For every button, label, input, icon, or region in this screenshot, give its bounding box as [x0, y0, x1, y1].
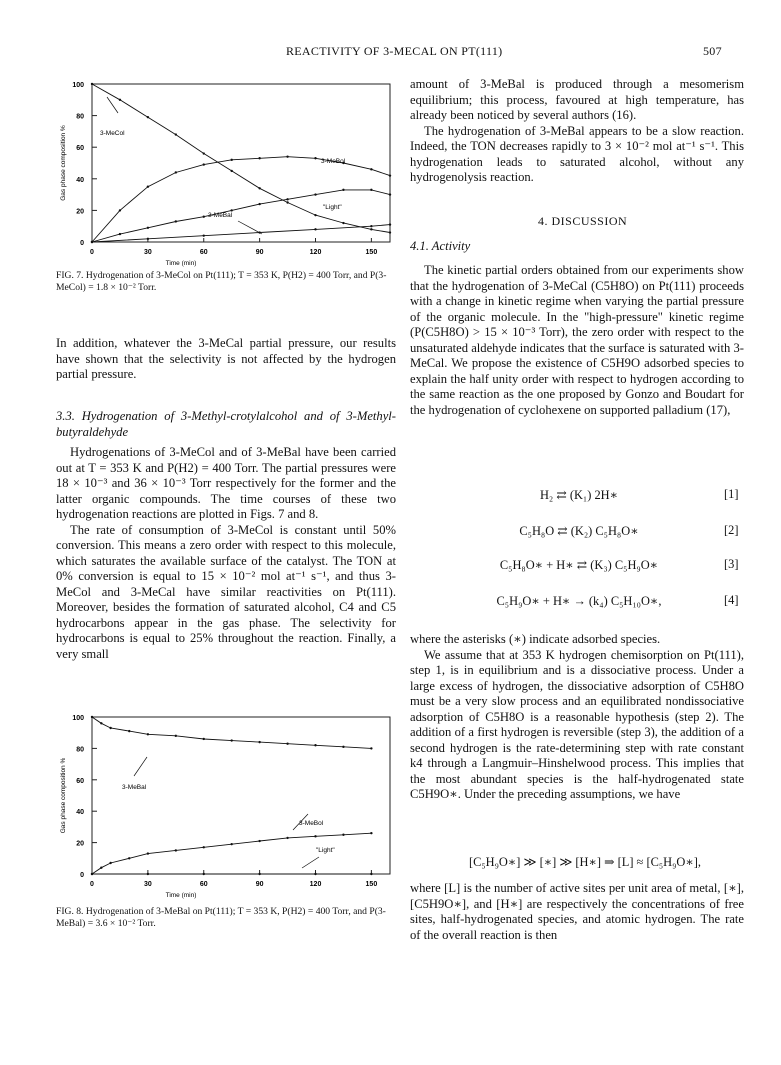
equation-number: [1]	[724, 487, 739, 501]
x-axis-label: Time (min)	[165, 892, 197, 899]
series-label: 3-MeCol	[100, 130, 125, 137]
section-3-3-heading: 3.3. Hydrogenation of 3-Methyl-crotylalcohol and of 3-Methyl-butyraldehyde	[56, 409, 396, 439]
right-column-kinetic	[410, 263, 744, 418]
x-tick-label: 60	[199, 249, 208, 256]
data-point	[258, 157, 260, 159]
data-point	[147, 733, 149, 735]
y-tick-label: 40	[76, 176, 84, 184]
x-axis-label: Time (min)	[165, 260, 197, 267]
eq-arrow: ⇄ (K₃)	[576, 558, 612, 572]
data-point	[91, 241, 93, 243]
data-point	[100, 722, 102, 724]
series-label: 3-MeBal	[122, 784, 147, 791]
data-point	[286, 198, 288, 200]
paragraph: amount of 3-MeBal is produced through a mesomerism equilibrium; this process, favoured at high temperature, has already been noticed by several authors (16).	[410, 77, 744, 122]
x-tick-label: 120	[309, 881, 322, 888]
y-tick-label: 80	[76, 746, 84, 754]
x-tick-label: 150	[365, 249, 378, 256]
eq-arrow: ⇄ (K₁)	[556, 488, 592, 502]
x-tick-label: 60	[199, 881, 208, 888]
left-column-body	[56, 445, 396, 662]
data-point	[342, 222, 344, 224]
eq-rhs: C₅H₈O∗	[595, 524, 639, 538]
series-line	[92, 225, 390, 242]
y-tick-label: 100	[72, 715, 84, 722]
x-tick-label: 150	[365, 881, 378, 888]
leader-line	[107, 97, 118, 113]
data-point	[203, 163, 205, 165]
data-point	[370, 168, 372, 170]
x-tick-label: 120	[309, 249, 322, 256]
data-point	[147, 852, 149, 854]
paragraph: Hydrogenations of 3-MeCol and of 3-MeBal have been carried out at T = 353 K and P(H2) = 400 Torr. The partial pressures were 18 × 10⁻³ and 36 × 10⁻³ Torr respectively for the former and the latter organic compounds. The time courses of these two hydrogenation reactions are plotted in Figs. 7 and 8.	[56, 445, 396, 521]
leader-line	[238, 221, 262, 234]
data-point	[286, 837, 288, 839]
eq-rhs: C₅H₁₀O∗,	[610, 594, 662, 608]
series-label: 3-MeBol	[299, 820, 324, 827]
data-point	[128, 857, 130, 859]
data-point	[389, 174, 391, 176]
data-point	[286, 155, 288, 157]
data-point	[314, 157, 316, 159]
data-point	[286, 742, 288, 744]
data-point	[370, 873, 372, 875]
equation-number: [2]	[724, 523, 739, 537]
data-point	[389, 231, 391, 233]
equation-number: [3]	[724, 557, 739, 571]
y-tick-label: 100	[72, 82, 84, 89]
data-point	[119, 209, 121, 211]
paragraph: The rate of consumption of 3-MeCol is constant until 50% conversion. This means a zero order with respect to this molecule, which saturates the available surface of the catalyst. The TON at 0% conversion is equal to 15 × 10⁻² mol at⁻¹ s⁻¹, and thus 3-MeCol and 3-MeCal have similar reactivities on Pt(111). Moreover, besides the formation of saturated alcohol, C4 and C5 hydrocarbons appear in the gas phase. The selectivity for hydrocarbons is equal to 25% throughout the reaction. Finally, a very small	[56, 522, 396, 661]
data-point	[175, 220, 177, 222]
right-column-assumptions	[410, 632, 744, 803]
y-tick-label: 40	[76, 809, 84, 817]
eq-arrow: → (k₄)	[573, 594, 608, 608]
figure-8-chart	[55, 710, 400, 900]
data-point	[119, 233, 121, 235]
data-point	[314, 835, 316, 837]
x-tick-label: 0	[90, 249, 94, 256]
data-point	[342, 834, 344, 836]
data-point	[370, 228, 372, 230]
equation-2	[464, 523, 694, 539]
series-line	[92, 717, 371, 748]
eq-arrow: ⇄ (K₂)	[557, 524, 593, 538]
data-point	[258, 873, 260, 875]
equation-5: [C₅H₉O∗] ≫ [∗] ≫ [H∗] ⇒ [L] ≈ [C₅H₉O∗],	[468, 855, 702, 869]
figure-7-chart	[55, 80, 400, 275]
data-point	[91, 716, 93, 718]
data-point	[109, 862, 111, 864]
series-label: "Light"	[323, 204, 342, 211]
data-point	[230, 843, 232, 845]
paragraph: where [L] is the number of active sites per unit area of metal, [∗], [C5H9O∗], and [H∗] are respectively the concentrations of free sites, half-hydrogenated species, and atomic hydrogen. The rate of the overall reaction is then	[410, 881, 744, 942]
equation-number: [4]	[724, 593, 739, 607]
data-point	[147, 238, 149, 240]
series-label: "Light"	[316, 847, 335, 854]
data-point	[342, 189, 344, 191]
data-point	[314, 214, 316, 216]
data-point	[203, 152, 205, 154]
data-point	[230, 739, 232, 741]
x-tick-label: 0	[90, 881, 94, 888]
series-label: 3-MeBal	[208, 212, 233, 219]
y-axis-label: Gas phase composition %	[60, 757, 67, 834]
y-tick-label: 0	[80, 240, 84, 247]
data-point	[109, 727, 111, 729]
data-point	[286, 201, 288, 203]
data-point	[230, 159, 232, 161]
data-point	[203, 873, 205, 875]
x-tick-label: 90	[255, 249, 264, 256]
equation-1	[484, 487, 674, 503]
x-tick-label: 30	[143, 249, 152, 256]
data-point	[203, 846, 205, 848]
leader-line	[134, 757, 147, 776]
data-point	[314, 228, 316, 230]
data-point	[147, 227, 149, 229]
y-tick-label: 80	[76, 113, 84, 121]
data-point	[175, 133, 177, 135]
series-line	[92, 84, 390, 233]
series-line	[92, 157, 390, 242]
data-point	[370, 747, 372, 749]
section-4-heading: 4. DISCUSSION	[538, 214, 628, 228]
series-label: 3-MeBol	[321, 158, 346, 165]
data-point	[203, 738, 205, 740]
figure-8-caption: FIG. 8. Hydrogenation of 3-MeBal on Pt(111); T = 353 K, P(H2) = 400 Torr, and P(3-MeBal) = 3.6 × 10⁻² Torr.	[56, 906, 386, 929]
y-tick-label: 60	[76, 145, 84, 153]
data-point	[175, 849, 177, 851]
right-column-top	[410, 77, 744, 186]
data-point	[258, 187, 260, 189]
section-4-1-heading: 4.1. Activity	[410, 239, 471, 253]
data-point	[119, 99, 121, 101]
data-point	[370, 225, 372, 227]
eq-rhs: 2H∗	[594, 488, 619, 502]
page-number: 507	[703, 44, 722, 58]
running-header: REACTIVITY OF 3-MECAL ON PT(111)	[286, 44, 503, 58]
eq-lhs: H₂	[539, 488, 554, 502]
eq-lhs: C₅H₈O	[519, 524, 555, 538]
x-tick-label: 30	[143, 881, 152, 888]
data-point	[91, 873, 93, 875]
eq-lhs: C₅H₈O∗ + H∗	[499, 558, 574, 572]
data-point	[147, 116, 149, 118]
left-column-text	[56, 336, 396, 383]
data-point	[389, 193, 391, 195]
data-point	[258, 840, 260, 842]
data-point	[230, 170, 232, 172]
data-point	[370, 832, 372, 834]
equation-3	[444, 557, 714, 573]
paragraph: The kinetic partial orders obtained from our experiments show that the hydrogenation of 3-MeCal (C5H8O) on Pt(111) proceeds with a change in kinetic regime when varying the partial pressure of the organic molecule. In the "high-pressure" kinetic regime (P(C5H8O) > 15 × 10⁻³ Torr), the zero order with respect to the unsaturated aldehyde indicates that the surface is saturated with 3-MeCal. We propose the existence of C5H9O adsorbed species to explain the half unity order with respect to hydrogen according to the same reaction as the one proposed by Gonzo and Boudart for the hydrogenation of cyclohexene on supported palladium (17),	[410, 263, 744, 417]
data-point	[175, 171, 177, 173]
y-tick-label: 20	[76, 208, 84, 216]
data-point	[100, 867, 102, 869]
paragraph: The hydrogenation of 3-MeBal appears to be a slow reaction. Indeed, the TON decreases rapidly to 3 × 10⁻² mol at⁻¹ s⁻¹. This hydrogenation leads to saturated alcohol, without any hydrogenolysis reaction.	[410, 123, 744, 184]
plot-frame	[92, 717, 390, 874]
figure-7-caption: FIG. 7. Hydrogenation of 3-MeCol on Pt(111); T = 353 K, P(H2) = 400 Torr, and P(3-MeCol) = 1.8 × 10⁻² Torr.	[56, 270, 387, 293]
data-point	[258, 203, 260, 205]
data-point	[314, 873, 316, 875]
data-point	[147, 186, 149, 188]
data-point	[128, 730, 130, 732]
data-point	[314, 193, 316, 195]
y-tick-label: 0	[80, 872, 84, 879]
data-point	[91, 83, 93, 85]
data-point	[147, 873, 149, 875]
eq-rhs: C₅H₉O∗	[614, 558, 659, 572]
x-tick-label: 90	[255, 881, 264, 888]
y-tick-label: 20	[76, 840, 84, 848]
y-axis-label: Gas phase composition %	[60, 125, 67, 201]
paragraph: In addition, whatever the 3-MeCal partial pressure, our results have shown that the selectivity is not affected by the hydrogen partial pressure.	[56, 336, 396, 381]
data-point	[258, 741, 260, 743]
paragraph: We assume that at 353 K hydrogen chemisorption on Pt(111), step 1, is in equilibrium and is a dissociative process. Under a large excess of hydrogen, the dissociative adsorption of C5H8O must be a very slow process and an equilibrated nondissociative adsorption of C5H8O is a reasonable hypothesis (step 2). The addition of a first hydrogen is reversible (step 3), the addition of a second hydrogen is the rate-determining step with rate constant k4 through a Langmuir–Hinshelwood process. This implies that the most abundant species is the half-hydrogenated state C5H9O∗. Under the preceding assumptions, we have	[410, 647, 744, 801]
data-point	[342, 746, 344, 748]
right-column-bottom	[410, 881, 744, 943]
data-point	[389, 223, 391, 225]
data-point	[370, 189, 372, 191]
data-point	[314, 744, 316, 746]
equation-4	[444, 593, 714, 609]
leader-line	[302, 857, 319, 868]
paragraph: where the asterisks (∗) indicate adsorbed species.	[410, 632, 661, 646]
data-point	[175, 735, 177, 737]
data-point	[203, 234, 205, 236]
series-line	[92, 190, 390, 242]
data-point	[203, 216, 205, 218]
eq-lhs: C₅H₉O∗ + H∗	[496, 594, 571, 608]
y-tick-label: 60	[76, 777, 84, 785]
